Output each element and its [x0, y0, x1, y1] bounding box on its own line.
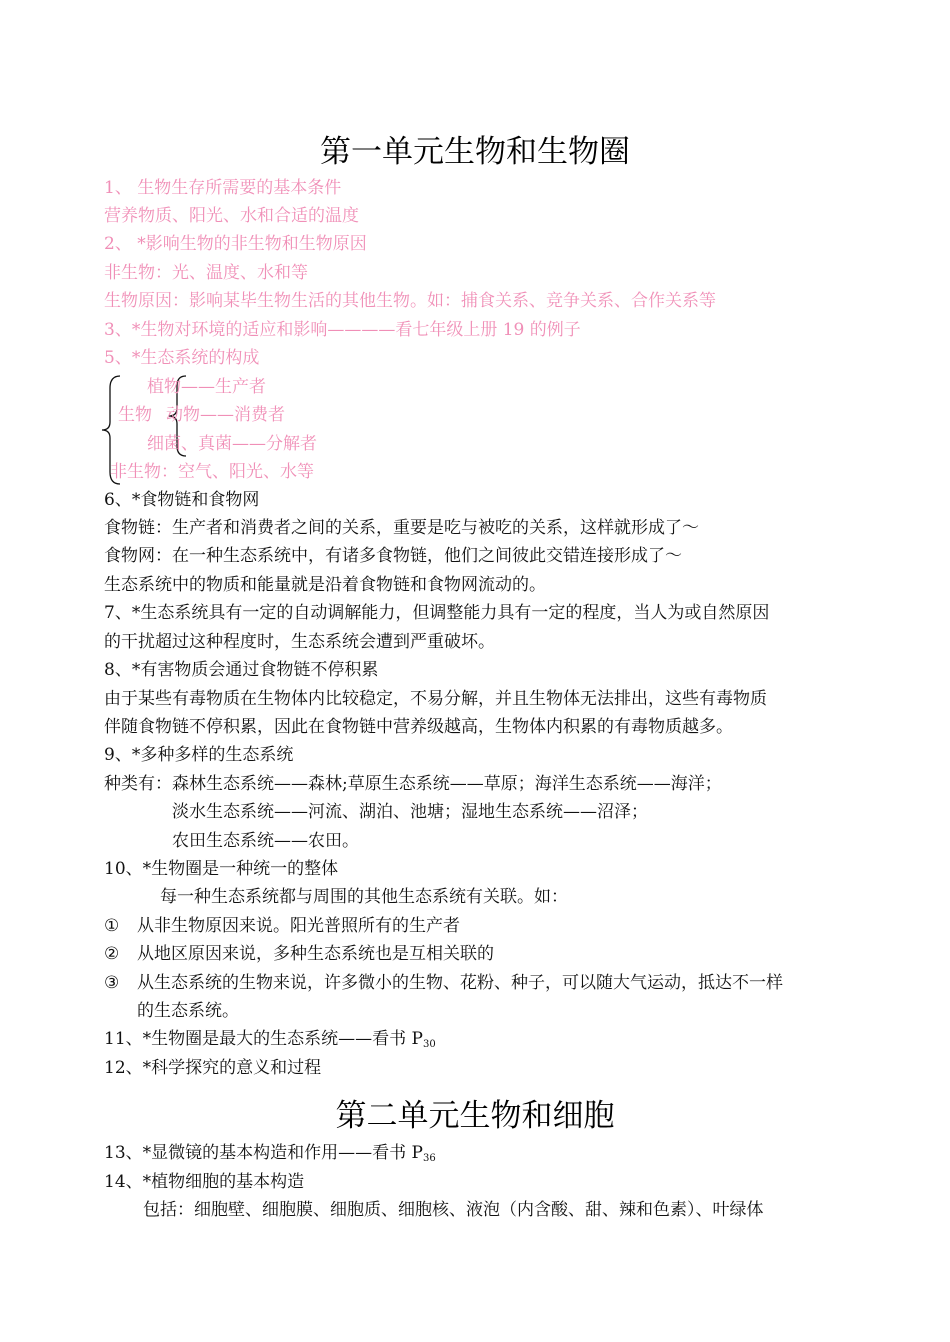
unit1-title: 第一单元生物和生物圈	[320, 134, 630, 170]
s10-item-2: 从地区原因来说，多种生态系统也是互相关联的	[137, 944, 494, 964]
s10-item-3-number: ③	[104, 973, 120, 993]
s5-biotic: 生物	[118, 405, 152, 425]
s5-decomposer: 细菌、真菌——分解者	[147, 434, 317, 454]
s8-heading: 8、*有害物质会通过食物链不停积累	[104, 660, 379, 680]
s11-heading-text: 11、*生物圈是最大的生态系统——看书 P	[104, 1029, 423, 1049]
s10-item-1: 从非生物原因来说。阳光普照所有的生产者	[137, 916, 460, 936]
s9-line-1: 种类有：森林生态系统——森林;草原生态系统——草原；海洋生态系统——海洋；	[104, 774, 722, 794]
s6-line-3: 生态系统中的物质和能量就是沿着食物链和食物网流动的。	[104, 575, 546, 595]
s8-line-1: 由于某些有毒物质在生物体内比较稳定，不易分解，并且生物体无法排出，这些有毒物质	[104, 689, 767, 709]
s14-line-1: 包括：细胞壁、细胞膜、细胞质、细胞核、液泡（内含酸、甜、辣和色素）、叶绿体	[143, 1200, 764, 1220]
s12-heading: 12、*科学探究的意义和过程	[104, 1058, 322, 1078]
s13-heading-text: 13、*显微镜的基本构造和作用——看书 P	[104, 1143, 423, 1163]
s1-body: 营养物质、阳光、水和合适的温度	[104, 206, 359, 226]
s5-plant: 植物——生产者	[147, 377, 266, 397]
s2-line-2: 生物原因：影响某毕生物生活的其他生物。如：捕食关系、竞争关系、合作关系等	[104, 291, 716, 311]
s10-line-1: 每一种生态系统都与周围的其他生态系统有关联。如：	[160, 887, 568, 907]
s2-line-1: 非生物：光、温度、水和等	[104, 263, 308, 283]
s9-heading: 9、*多种多样的生态系统	[104, 745, 294, 765]
s13-heading	[104, 1142, 436, 1170]
s5-heading: 5、*生态系统的构成	[104, 348, 260, 368]
s9-line-3: 农田生态系统——农田。	[172, 831, 359, 851]
s14-heading: 14、*植物细胞的基本构造	[104, 1172, 305, 1192]
s6-line-1: 食物链：生产者和消费者之间的关系，重要是吃与被吃的关系，这样就形成了～	[104, 518, 699, 538]
s1-heading: 1、 生物生存所需要的基本条件	[104, 178, 342, 198]
s2-heading: 2、 *影响生物的非生物和生物原因	[104, 234, 367, 254]
s11-heading	[104, 1028, 436, 1056]
s7-line-2: 的干扰超过这种程度时，生态系统会遭到严重破坏。	[104, 632, 495, 652]
s7-line-1: 7、*生态系统具有一定的自动调解能力，但调整能力具有一定的程度，当人为或自然原因	[104, 603, 770, 623]
s8-line-2: 伴随食物链不停积累，因此在食物链中营养级越高，生物体内积累的有毒物质越多。	[104, 717, 733, 737]
s6-heading: 6、*食物链和食物网	[104, 490, 260, 510]
s6-line-2: 食物网：在一种生态系统中，有诸多食物链，他们之间彼此交错连接形成了～	[104, 546, 682, 566]
s10-item-1-number: ①	[104, 916, 120, 936]
s5-nonbiotic: 非生物：空气、阳光、水等	[110, 462, 314, 482]
s11-page-subscript: 30	[422, 1039, 436, 1050]
s5-animal: 动物——消费者	[166, 405, 285, 425]
unit2-title: 第二单元生物和细胞	[335, 1098, 615, 1134]
s10-heading: 10、*生物圈是一种统一的整体	[104, 859, 339, 879]
s9-line-2: 淡水生态系统——河流、湖泊、池塘；湿地生态系统——沼泽；	[172, 802, 648, 822]
s3-heading: 3、*生物对环境的适应和影响————看七年级上册 19 的例子	[104, 320, 581, 340]
s10-item-2-number: ②	[104, 944, 120, 964]
s10-item-3-line-2: 的生态系统。	[137, 1001, 239, 1021]
s13-page-subscript: 36	[422, 1153, 436, 1164]
s10-item-3-line-1: 从生态系统的生物来说，许多微小的生物、花粉、种子，可以随大气运动，抵达不一样	[137, 973, 783, 993]
